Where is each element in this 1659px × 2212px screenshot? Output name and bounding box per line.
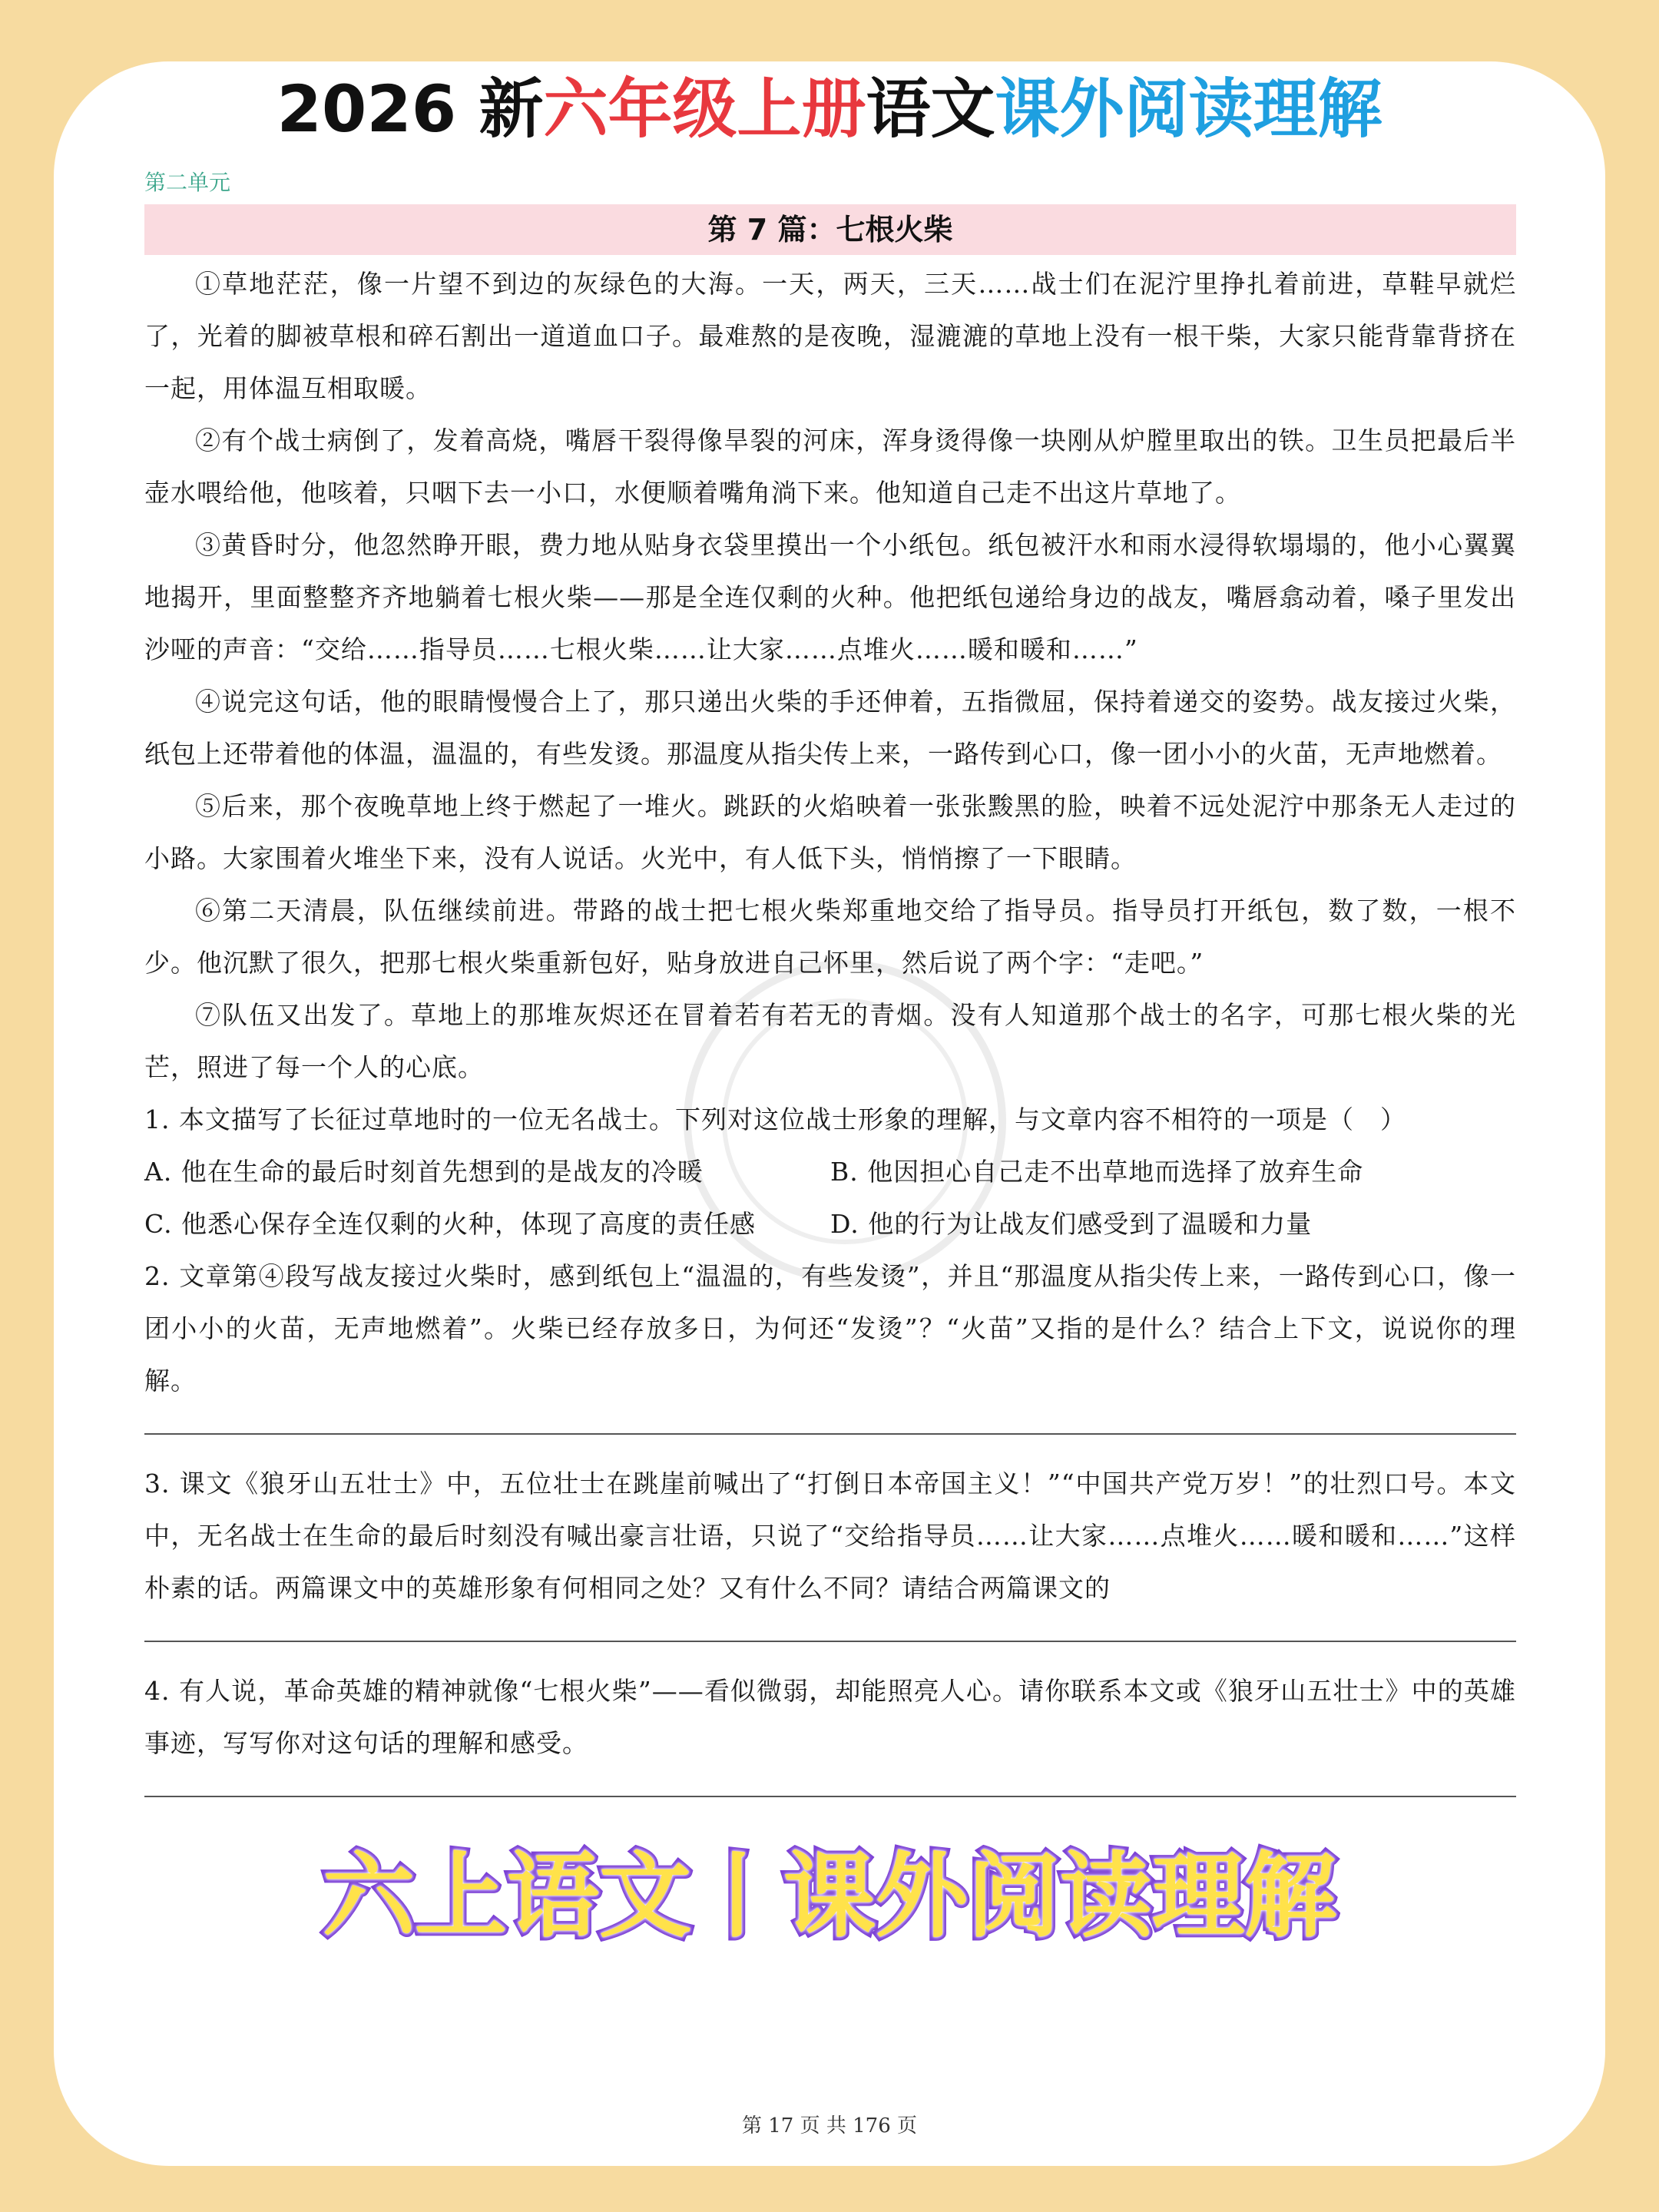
question-1-options-row-2 xyxy=(144,1198,1516,1250)
answer-line-2[interactable] xyxy=(144,1407,1516,1435)
paragraph-4: ④说完这句话，他的眼睛慢慢合上了，那只递出火柴的手还伸着，五指微屈，保持着递交的姿势。战友接过火柴，纸包上还带着他的体温，温温的，有些发烫。那温度从指尖传上来，一路传到心口，像一团小小的火苗，无声地燃着。 xyxy=(144,687,1516,769)
title-subject: 语文 xyxy=(866,71,995,147)
paragraph-3: ③黄昏时分，他忽然睁开眼，费力地从贴身衣袋里摸出一个小纸包。纸包被汗水和雨水浸得软塌塌的，他小心翼翼地揭开，里面整整齐齐地躺着七根火柴——那是全连仅剩的火种。他把纸包递给身边的战友，嘴唇翕动着，嗓子里发出沙哑的声音：“交给……指导员……七根火柴……让大家……点堆火……暖和暖和……” xyxy=(144,530,1516,664)
unit-label: 第二单元 xyxy=(144,170,231,195)
answer-line-4[interactable] xyxy=(144,1770,1516,1797)
page-footer: 第 17 页 共 176 页 xyxy=(741,2114,918,2137)
article-title: 第 7 篇：七根火柴 xyxy=(144,204,1516,255)
option-a: A. 他在生命的最后时刻首先想到的是战友的冷暖 xyxy=(144,1157,704,1187)
title-grade: 六年级上册 xyxy=(543,71,866,147)
question-1-options-row-1 xyxy=(144,1146,1516,1198)
question-3: 3. 课文《狼牙山五壮士》中，五位壮士在跳崖前喊出了“打倒日本帝国主义！”“中国共产党万岁！”的壮烈口号。本文中，无名战士在生命的最后时刻没有喊出豪言壮语，只说了“交给指导员……让大家……点堆火……暖和暖和……”这样朴素的话。两篇课文中的英雄形象有何相同之处？又有什么不同？请结合两篇课文的 xyxy=(144,1469,1516,1603)
worksheet-content xyxy=(144,161,1516,1820)
question-1: 1. 本文描写了长征过草地时的一位无名战士。下列对这位战士形象的理解，与文章内容不相符的一项是（ ） xyxy=(144,1104,1406,1134)
paragraph-6: ⑥第二天清晨，队伍继续前进。带路的战士把七根火柴郑重地交给了指导员。指导员打开纸包，数了数，一根不少。他沉默了很久，把那七根火柴重新包好，贴身放进自己怀里，然后说了两个字：“走吧。” xyxy=(144,896,1516,978)
paragraph-7: ⑦队伍又出发了。草地上的那堆灰烬还在冒着若有若无的青烟。没有人知道那个战士的名字，可那七根火柴的光芒，照进了每一个人的心底。 xyxy=(144,1000,1516,1082)
paragraph-1: ①草地茫茫，像一片望不到边的灰绿色的大海。一天，两天，三天……战士们在泥泞里挣扎着前进，草鞋早就烂了，光着的脚被草根和碎石割出一道道血口子。最难熬的是夜晚，湿漉漉的草地上没有一根干柴，大家只能背靠背挤在一起，用体温互相取暖。 xyxy=(144,269,1516,403)
question-4: 4. 有人说，革命英雄的精神就像“七根火柴”——看似微弱，却能照亮人心。请你联系本文或《狼牙山五壮士》中的英雄事迹，写写你对这句话的理解和感受。 xyxy=(144,1676,1516,1758)
paragraph-5: ⑤后来，那个夜晚草地上终于燃起了一堆火。跳跃的火焰映着一张张黢黑的脸，映着不远处泥泞中那条无人走过的小路。大家围着火堆坐下来，没有人说话。火光中，有人低下头，悄悄擦了一下眼睛。 xyxy=(144,791,1516,873)
paragraph-2: ②有个战士病倒了，发着高烧，嘴唇干裂得像旱裂的河床，浑身烫得像一块刚从炉膛里取出的铁。卫生员把最后半壶水喂给他，他咳着，只咽下去一小口，水便顺着嘴角淌下来。他知道自己走不出这片草地了。 xyxy=(144,426,1516,508)
option-d: D. 他的行为让战友们感受到了温暖和力量 xyxy=(830,1209,1313,1239)
page-title xyxy=(0,71,1659,147)
option-c: C. 他悉心保存全连仅剩的火种，体现了高度的责任感 xyxy=(144,1209,757,1239)
option-b: B. 他因担心自己走不出草地而选择了放弃生命 xyxy=(830,1157,1364,1187)
title-topic: 课外阅读理解 xyxy=(995,71,1382,147)
title-year: 2026 新 xyxy=(276,71,544,147)
answer-line-3[interactable] xyxy=(144,1614,1516,1642)
overlay-banner: 六上语文丨课外阅读理解 xyxy=(323,1843,1336,1950)
question-2: 2. 文章第④段写战友接过火柴时，感到纸包上“温温的，有些发烫”，并且“那温度从指尖传上来，一路传到心口，像一团小小的火苗，无声地燃着”。火柴已经存放多日，为何还“发烫”？“火苗”又指的是什么？结合上下文，说说你的理解。 xyxy=(144,1261,1516,1396)
